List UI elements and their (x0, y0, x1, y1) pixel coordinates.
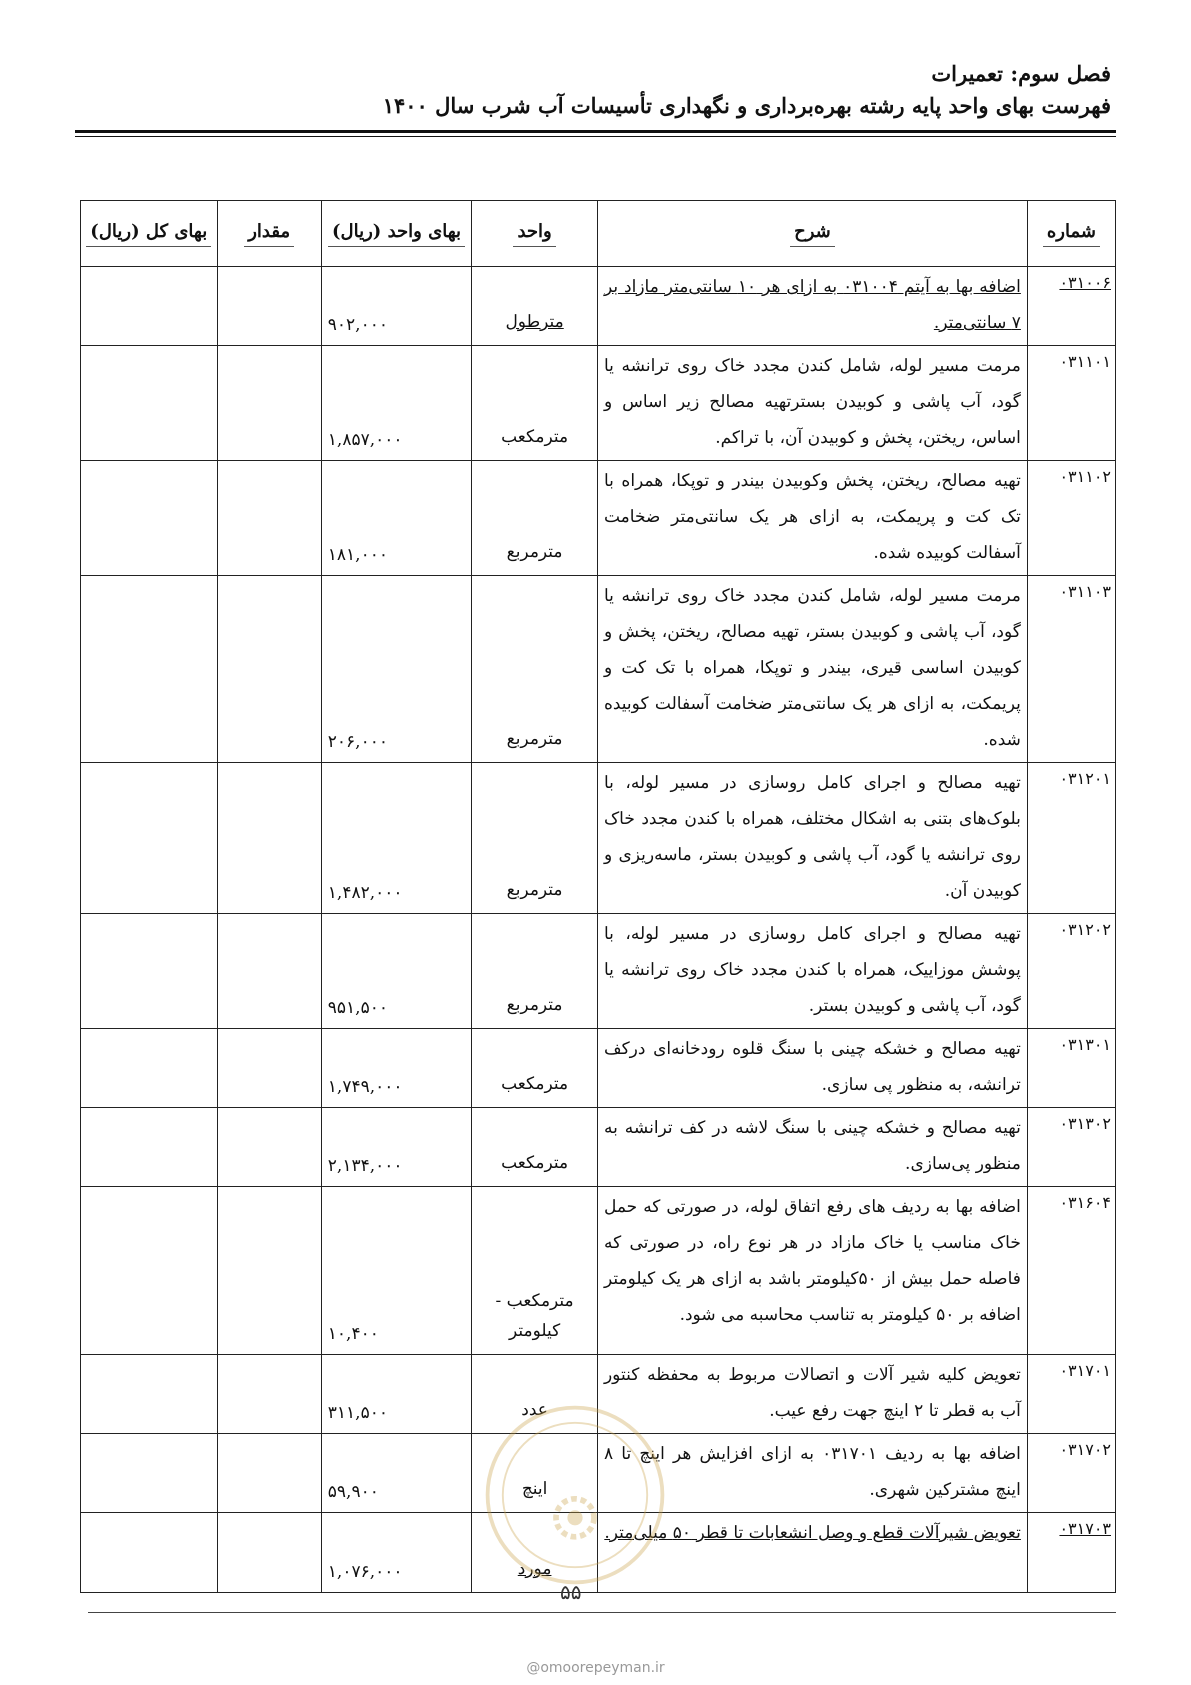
item-unit: مترمکعب (472, 346, 598, 461)
item-quantity (217, 1513, 321, 1593)
table-row (81, 1108, 1116, 1187)
item-quantity (217, 914, 321, 1029)
item-description: تهیه مصالح و اجرای کامل روسازی در مسیر لوله، با پوشش موزاییک، همراه با کندن مجدد خاک روی ترانشه یا گود، آب پاشی و کوبیدن بستر. (597, 914, 1027, 1029)
item-total (81, 1108, 218, 1187)
header-total-price: بهای کل (ریال) (81, 201, 218, 267)
item-code: ۰۳۱۳۰۲ (1027, 1108, 1115, 1187)
item-unit: مترطول (472, 267, 598, 346)
item-description: تهیه مصالح و خشکه چینی با سنگ قلوه رودخانه‌ای درکف ترانشه، به منظور پی سازی. (597, 1029, 1027, 1108)
item-quantity (217, 1108, 321, 1187)
item-description: تعویض کلیه شیر آلات و اتصالات مربوط به محفظه کنتور آب به قطر تا ۲ اینچ جهت رفع عیب. (597, 1355, 1027, 1434)
item-unit: مورد (472, 1513, 598, 1593)
item-unit: مترمربع (472, 914, 598, 1029)
item-total (81, 1029, 218, 1108)
header-unit-price: بهای واحد (ریال) (321, 201, 471, 267)
item-description: تهیه مصالح و خشکه چینی با سنگ لاشه در کف ترانشه به منظور پی‌سازی. (597, 1108, 1027, 1187)
table-row (81, 1029, 1116, 1108)
item-unit-price: ۹۰۲,۰۰۰ (321, 267, 471, 346)
item-total (81, 763, 218, 914)
table-row (81, 267, 1116, 346)
table-header-row (81, 201, 1116, 267)
item-total (81, 1434, 218, 1513)
item-unit-price: ۱,۰۷۶,۰۰۰ (321, 1513, 471, 1593)
item-unit-price: ۹۵۱,۵۰۰ (321, 914, 471, 1029)
item-code: ۰۳۱۲۰۱ (1027, 763, 1115, 914)
item-total (81, 1187, 218, 1355)
header-rule-thin (75, 136, 1116, 137)
item-quantity (217, 1187, 321, 1355)
table-row (81, 461, 1116, 576)
item-total (81, 267, 218, 346)
item-unit: مترمکعب (472, 1029, 598, 1108)
item-quantity (217, 1355, 321, 1434)
item-unit: مترمربع (472, 461, 598, 576)
page-number: ۵۵ (560, 1580, 582, 1604)
item-unit: عدد (472, 1355, 598, 1434)
item-description: تعویض شیرآلات قطع و وصل انشعابات تا قطر ۵۰ میلی‌متر. (597, 1513, 1027, 1593)
item-quantity (217, 576, 321, 763)
item-total (81, 1513, 218, 1593)
item-unit-price: ۲,۱۳۴,۰۰۰ (321, 1108, 471, 1187)
item-unit-price: ۱۸۱,۰۰۰ (321, 461, 471, 576)
item-quantity (217, 1434, 321, 1513)
table-row (81, 576, 1116, 763)
item-code: ۰۳۱۶۰۴ (1027, 1187, 1115, 1355)
table-row (81, 763, 1116, 914)
table-row (81, 1187, 1116, 1355)
item-code: ۰۳۱۱۰۱ (1027, 346, 1115, 461)
table-row (81, 346, 1116, 461)
header-rule-thick (75, 130, 1116, 133)
table-row (81, 914, 1116, 1029)
item-total (81, 576, 218, 763)
item-unit: مترمکعب - کیلومتر (472, 1187, 598, 1355)
item-code: ۰۳۱۲۰۲ (1027, 914, 1115, 1029)
item-description: تهیه مصالح، ریختن، پخش وکوبیدن بیندر و توپکا، همراه با تک کت و پریمکت، به ازای هر یک سانتی‌متر ضخامت آسفالت کوبیده شده. (597, 461, 1027, 576)
item-total (81, 914, 218, 1029)
item-total (81, 346, 218, 461)
item-unit-price: ۱,۸۵۷,۰۰۰ (321, 346, 471, 461)
header-description: شرح (597, 201, 1027, 267)
item-quantity (217, 267, 321, 346)
footer-rule (88, 1612, 1116, 1613)
item-unit: اینچ (472, 1434, 598, 1513)
item-code: ۰۳۱۷۰۱ (1027, 1355, 1115, 1434)
item-unit-price: ۲۰۶,۰۰۰ (321, 576, 471, 763)
item-unit-price: ۵۹,۹۰۰ (321, 1434, 471, 1513)
document-subtitle: فهرست بهای واحد پایه رشته بهره‌برداری و نگهداری تأسیسات آب شرب سال ۱۴۰۰ (382, 93, 1111, 118)
item-description: اضافه بها به ردیف های رفع اتفاق لوله، در صورتی که حمل خاک مناسب یا خاک مازاد در هر نوع راه، در صورتی که فاصله حمل بیش از ۵۰کیلومتر باشد به ازای هر یک کیلومتر اضافه بر ۵۰ کیلومتر به تناسب محاسبه می شود. (597, 1187, 1027, 1355)
header-quantity: مقدار (217, 201, 321, 267)
item-total (81, 461, 218, 576)
item-quantity (217, 461, 321, 576)
item-code: ۰۳۱۷۰۳ (1027, 1513, 1115, 1593)
chapter-title: فصل سوم: تعمیرات (931, 61, 1111, 86)
item-unit-price: ۱۰,۴۰۰ (321, 1187, 471, 1355)
price-list-table (80, 200, 1116, 1593)
item-description: اضافه بها به ردیف ۰۳۱۷۰۱ به ازای افزایش هر اینچ تا ۸ اینچ مشترکین شهری. (597, 1434, 1027, 1513)
item-unit-price: ۱,۷۴۹,۰۰۰ (321, 1029, 471, 1108)
page-header (75, 58, 1111, 122)
item-code: ۰۳۱۱۰۲ (1027, 461, 1115, 576)
item-unit: مترمربع (472, 576, 598, 763)
item-unit-price: ۱,۴۸۲,۰۰۰ (321, 763, 471, 914)
item-total (81, 1355, 218, 1434)
watermark-seal-icon (480, 1400, 670, 1590)
item-quantity (217, 346, 321, 461)
header-code: شماره (1027, 201, 1115, 267)
header-unit: واحد (472, 201, 598, 267)
item-unit: مترمکعب (472, 1108, 598, 1187)
watermark-site: @omoorepeyman.ir (526, 1660, 665, 1676)
item-description: اضافه بها به آیتم ۰۳۱۰۰۴ به ازای هر ۱۰ سانتی‌متر مازاد بر ۷ سانتی‌متر. (597, 267, 1027, 346)
item-quantity (217, 1029, 321, 1108)
item-description: مرمت مسیر لوله، شامل کندن مجدد خاک روی ترانشه یا گود، آب پاشی و کوبیدن بستر، تهیه مصالح، ریختن، پخش و کوبیدن اساسی قیری، بیندر و توپکا، همراه با تک کت و پریمکت، به ازای هر یک سانتی‌متر ضخامت آسفالت کوبیده شده. (597, 576, 1027, 763)
item-unit-price: ۳۱۱,۵۰۰ (321, 1355, 471, 1434)
item-quantity (217, 763, 321, 914)
item-code: ۰۳۱۳۰۱ (1027, 1029, 1115, 1108)
item-code: ۰۳۱۰۰۶ (1027, 267, 1115, 346)
item-code: ۰۳۱۷۰۲ (1027, 1434, 1115, 1513)
item-description: مرمت مسیر لوله، شامل کندن مجدد خاک روی ترانشه یا گود، آب پاشی و کوبیدن بسترتهیه مصالح زیر اساس و اساس، ریختن، پخش و کوبیدن آن، با تراکم. (597, 346, 1027, 461)
item-unit: مترمربع (472, 763, 598, 914)
item-description: تهیه مصالح و اجرای کامل روسازی در مسیر لوله، با بلوک‌های بتنی به اشکال مختلف، همراه با کندن مجدد خاک روی ترانشه یا گود، آب پاشی و کوبیدن بستر، ماسه‌ریزی و کوبیدن آن. (597, 763, 1027, 914)
item-code: ۰۳۱۱۰۳ (1027, 576, 1115, 763)
